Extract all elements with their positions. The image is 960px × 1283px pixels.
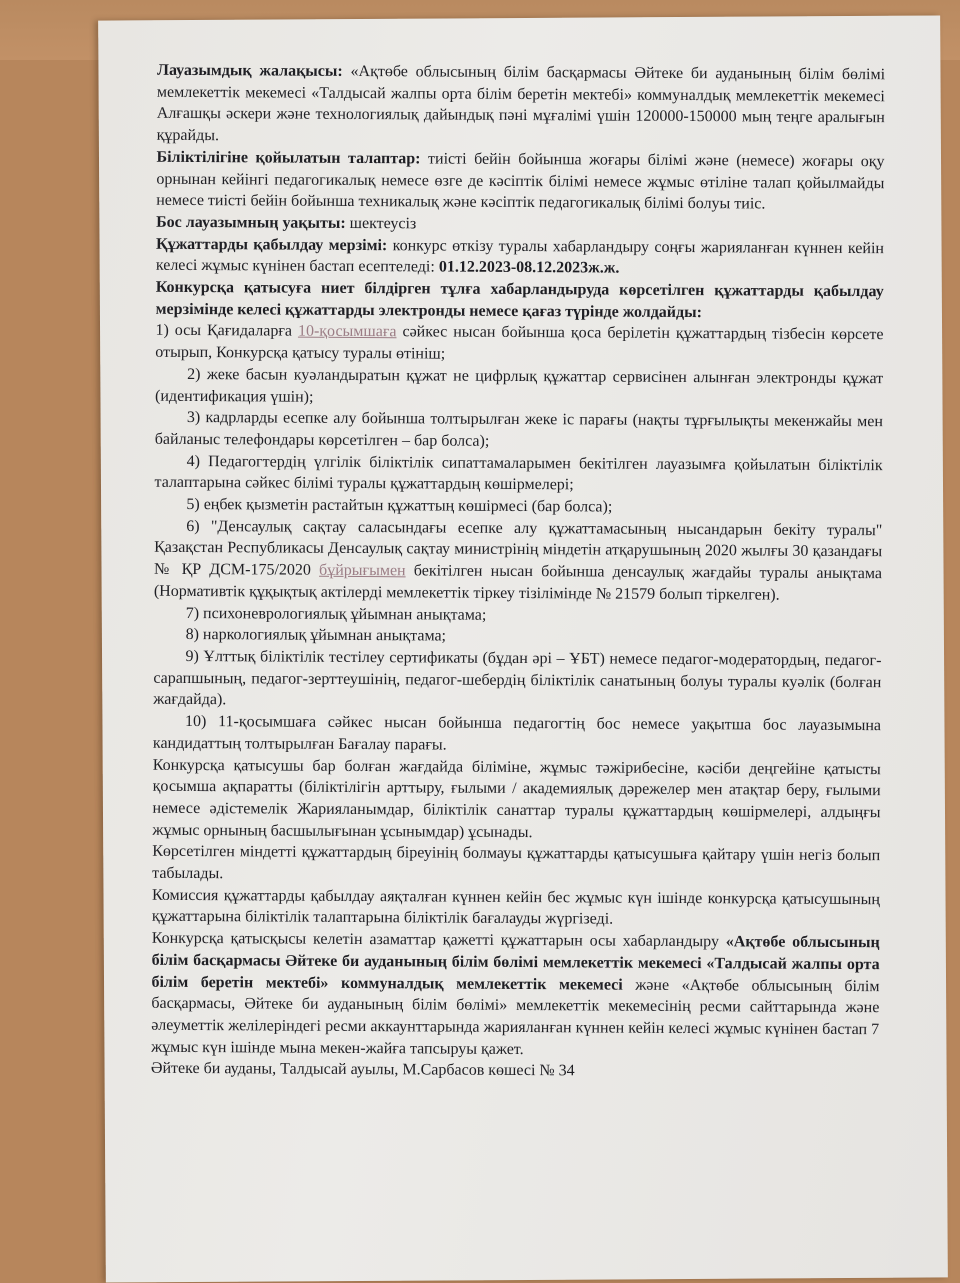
list-item-8: 8) наркологиялық ұйымнан анықтама;: [185, 626, 447, 645]
requirements-label: Біліктілігіне қойылатын талаптар:: [156, 148, 421, 168]
submission-pre: Конкурсқа қатысқысы келетін азаматтар қажетті құжаттарын осы хабарландыру: [151, 929, 726, 951]
list-item-10: 10) 11-қосымшаға сәйкес нысан бойынша педагогтің бос немесе уақытша бос лауазымына кандидаттың толтырылған Бағалау парағы.: [152, 713, 882, 754]
appendix-10-link[interactable]: 10-қосымшаға: [297, 323, 397, 341]
deadline-paragraph: [156, 233, 884, 281]
list-item-4: 4) Педагогтердің үлгілік біліктілік сипаттамаларымен бекітілген лауазымға қойылатын біліктілік талаптарына сәйкес білімі туралы құжаттардың көшірмелері;: [154, 452, 883, 494]
item-6-pre: 6) "Денсаулық сақтау саласындағы есепке алу құжаттамасының нысандарын бекіту туралы" Қазақстан Республикасы Денсаулық сақтау министрінің міндетін атқарушының 2020 жылғы 30 қазандағы № ҚР ДСМ-175/2020: [153, 517, 883, 579]
address-paragraph: Әйтеке би ауданы, Талдысай ауылы, М.Сарбасов көшесі № 34: [150, 1060, 575, 1080]
submission-paragraph: [151, 928, 880, 1063]
intro-bold: Конкурсқа қатысуға ниет білдірген тұлға хабарландыруда көрсетілген құжаттарды қабылдау мерзімінде келесі құжаттарды электронды немесе қағаз түрінде жолдайды:: [155, 278, 884, 321]
list-item-9: 9) Ұлттық біліктілік тестілеу сертификаты (бұдан әрі – ҰБТ) немесе педагог-модератордың, педагог-сарапшының, педагог-зерттеушінің, педагог-шебердің біліктілік санатының болуы туралы куәлік (болған жағдайда).: [153, 647, 882, 709]
list-item-5: 5) еңбек қызметін растайтын құжаттың көшірмесі (бар болса);: [186, 496, 613, 516]
salary-label: Лауазымдық жалақысы:: [157, 61, 343, 80]
list-item-2: 2) жеке басын куәландыратын құжат не цифрлық құжаттар сервисінен алынған электронды құжат (идентификация үшін);: [155, 365, 884, 406]
document-body: [151, 60, 885, 1084]
commission-paragraph: Комиссия құжаттарды қабылдау аяқталған күннен кейін бес жұмыс күн ішінде конкурсқа қатысушының құжаттарына біліктілік талаптарына біліктілік бағалауды жүргізеді.: [151, 886, 881, 929]
missing-paragraph: Көрсетілген міндетті құжаттардың біреуінің болмауы құжаттарды қатысушыға қайтару үшін негіз болып табылады.: [152, 843, 881, 883]
requirements-text: тиісті бейін бойынша жоғары білімі және (немесе) жоғары оқу орнынан кейінгі педагогикалық немесе өзге де кәсіптік білімі немесе жұмыс өтіліне талап қойылмайды немесе тиісті бейін бойынша техникалық және кәсіптік педагогикалық білімі болуы тиіс.: [156, 150, 885, 213]
requirements-paragraph: [156, 147, 884, 217]
salary-paragraph: [157, 60, 886, 151]
deadline-label: Құжаттарды қабылдау мерзімі:: [155, 235, 388, 254]
list-item-3: 3) кадрларды есепке алу бойынша толтырылған жеке іс парағы (нақты тұрғылықты мекенжайы мен байланыс телефондары көрсетілген – бар болса);: [154, 409, 883, 450]
order-link[interactable]: бұйрығымен: [319, 561, 406, 580]
item-1-post: сәйкес нысан бойынша қоса берілетін құжаттардың тізбесін көрсете отырып, Конкурсқа қатысу туралы өтініш;: [155, 323, 884, 363]
list-item-1: [155, 320, 883, 368]
deadline-dates: 01.12.2023-08.12.2023ж.ж.: [438, 258, 620, 277]
vacancy-time-label: Бос лауазымның уақыты:: [156, 213, 346, 232]
additional-paragraph: Конкурсқа қатысушы бар болған жағдайда біліміне, жұмыс тәжірибесіне, кәсіби деңгейіне қатысты қосымша ақпаратты (біліктілігін арттыру, ғылыми / академиялық дәрежелер мен атақтар беру, ғылыми немесе әдістемелік Жарияланымдар, біліктілік санаттар туралы құжаттардың көшірмелері, алдыңғы жұмыс орнының басшылығынан ұсынымдар) ұсынады.: [152, 756, 881, 841]
salary-text: «Ақтөбе облысының білім басқармасы Әйтеке би ауданының білім бөлімі мемлекеттік мекемесі «Талдысай жалпы орта білім беретін мектебі» коммуналдық мемлекеттік мекемесі Алғашқы әскери және технологиялық дайындық пәні мұғалімі үшін 120000-150000 мың теңге аралығын құрайды.: [156, 62, 886, 145]
submission-bold: «Ақтөбе облысының білім басқармасы Әйтеке би ауданының білім бөлімі мемлекеттік мекемесі «Талдысай жалпы орта білім беретін мектебі» коммуналдық мемлекеттік мекемесі: [151, 933, 880, 994]
intro-paragraph: [156, 277, 884, 325]
vacancy-time-text: шектеусіз: [345, 214, 417, 233]
item-6-post: бекітілген нысан бойынша денсаулық жағдайы туралы анықтама (Нормативтік құқықтық актілерді мемлекеттік тіркеу тізілімінде № 21579 болып тіркелген).: [153, 562, 883, 604]
item-1-pre: 1) осы Қағидаларға: [155, 322, 299, 341]
list-item-6: [154, 516, 883, 607]
submission-post: және «Ақтөбе облысының білім басқармасы, Әйтеке би ауданының білім бөлімі» мемлекеттік мекемесінің ресми сайттарында және әлеуметтік желілеріндегі ресми аккаунттарында жарияланған күннен кейін келесі жұмыс күнінен бастап 7 жұмыс күн ішінде мына мекен-жайға тапсыруы қажет.: [151, 976, 880, 1058]
list-item-7: 7) психоневрологиялық ұйымнан анықтама;: [185, 604, 487, 624]
deadline-text: конкурс өткізу туралы хабарландыру соңғы жарияланған күннен кейін келесі жұмыс күнінен бастап есептеледі:: [155, 236, 885, 276]
